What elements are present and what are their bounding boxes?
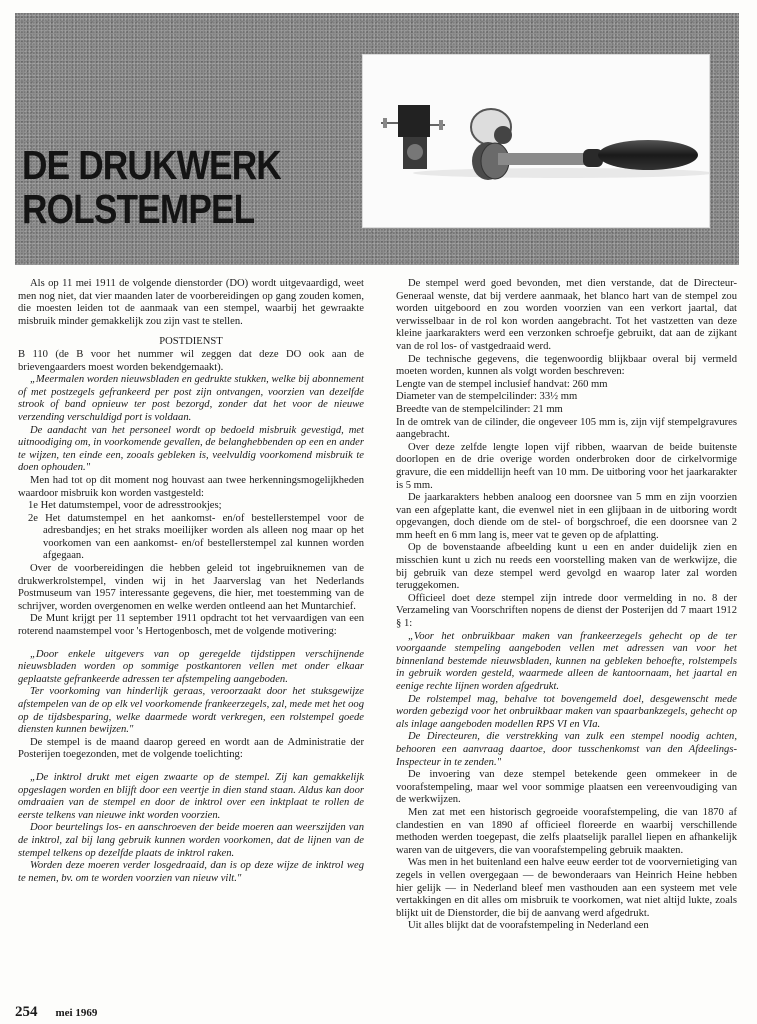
quoted-paragraph: De Directeuren, die verstrekking van zulk een stempel noodig achten, behooren een aanvraag daartoe, door tusschenkomst van den Afdeelings-Inspecteur in te zenden." <box>396 731 737 768</box>
paragraph: Lengte van de stempel inclusief handvat: 260 mm <box>396 378 608 390</box>
paragraph: B 110 (de B voor het nummer wil zeggen dat deze DO ook aan de brievengaarders moest worden bekendgemaakt). <box>18 348 364 373</box>
quoted-paragraph: Ter voorkoming van hinderlijk geraas, veroorzaakt door het stuksgewijze afstempelen van de op elk vel voorkomende frankeerzegels, zal, mede met het oog op de tijdsbesparing, welke daarmede wordt verkregen, een rolstempel goede diensten kunnen bewijzen." <box>18 686 364 736</box>
page-footer <box>15 1004 97 1021</box>
section-heading: POSTDIENST <box>159 336 223 348</box>
title-line-2: ROLSTEMPEL <box>22 186 255 232</box>
stamp-head-part <box>381 105 445 169</box>
page-number: 254 <box>15 1004 38 1020</box>
paragraph: In de omtrek van de cilinder, die ongeveer 105 mm is, zijn vijf stempelgravures aangebracht. <box>396 416 737 441</box>
paragraph: Over de voorbereidingen die hebben geleid tot ingebruiknemen van de drukwerkrolstempel, vinden wij in het Jaarverslag van het Nederlands Postmuseum van 1957 interessante gegevens, die hier, met toestemming van de schrijver, worden overgenomen en welke werden ontleend aan het Muntarchief. <box>18 563 364 612</box>
enumerated-list <box>18 500 364 563</box>
roller-stamp-illustration <box>363 55 709 227</box>
paragraph: Over deze zelfde lengte lopen vijf ribben, waarvan de beide buitenste doorlopen en de drie overige worden onderbroken door de cirkelvormige gravure, die een middellijn heeft van 10 mm. De uitboring voor het jaarkarakter is 5 mm. <box>396 441 737 491</box>
quoted-paragraph: Door beurtelings los- en aanschroeven der beide moeren aan weerszijden van de inktrol, zal bij lang gebruik kunnen worden voorkomen, dat de lijnen van de stempel telkens op dezelfde plaats de inktrol raken. <box>18 822 364 859</box>
shadow <box>413 168 709 178</box>
title-line-1: DE DRUKWERK <box>22 142 281 188</box>
paragraph: Diameter van de stempelcilinder: 33½ mm <box>396 391 578 403</box>
quoted-paragraph: „Meermalen worden nieuwsbladen en gedrukte stukken, welke bij abonnement of met postzegels gefrankeerd per post zijn ontvangen, voorzien van dezelfde strook of band opnieuw ter post bezorgd, zonder dat het voor de nieuwe verzending verschuldigd port is voldaan. <box>18 374 364 423</box>
paragraph: Was men in het buitenland een halve eeuw eerder tot de voorvernietiging van zegels in vellen overgegaan — de bewonderaars van Heinrich Heine hebben hier gelijk — in Nederland bleef men vasthouden aan een systeem met vele vertakkingen en dit alles om misbruik te voorkomen, wat niet altijd lukte, zoals blijkt uit de Dienstorder, die bij de aanvang werd afgedrukt. <box>396 857 737 919</box>
issue-date: mei 1969 <box>55 1007 98 1019</box>
quoted-paragraph: De rolstempel mag, behalve tot bovengemeld doel, desgewenscht mede worden gebezigd voor het onbruikbaar maken van spaarbankzegels, gehecht op als inlage aangeboden modellen RPS VI en VIa. <box>396 693 737 730</box>
list-item: 2e Het datumstempel en het aankomst- en/of bestellerstempel voor de adresbandjes; en het straks moeilijker worden als alleen nog maar op het voorkomen van een aankomst- en/of bestellerstempel zal kunnen worden afgegaan. <box>28 512 364 562</box>
left-column <box>18 278 364 885</box>
paragraph: Men zat met een historisch gegroeide voorafstempeling, die van 1870 af clandestien en van 1890 af officieel floreerde en waarbij verschillende methoden werden toegepast, die zelfs plaatselijk parallel liepen en afhankelijk waren van de uitgevers, die van voorafstempeling gebruik maakten. <box>396 806 737 856</box>
quoted-paragraph: „Door enkele uitgevers van op geregelde tijdstippen verschijnende nieuwsbladen worden op sommige postkantoren vellen met onder elkaar geplaatste gefrankeerde adressen ter afstempeling aangeboden. <box>18 648 364 685</box>
paragraph: Op de bovenstaande afbeelding kunt u een en ander duidelijk zien en misschien kunt u zich nu reeds een voorstelling maken van de werkwijze, die bij gebruik van deze stempel werd gevolgd en waarop later zal worden teruggekomen. <box>396 542 737 592</box>
article-title <box>22 143 297 231</box>
quoted-paragraph: „De inktrol drukt met eigen zwaarte op de stempel. Zij kan gemakkelijk opgeslagen worden en blijft door een veertje in dien stand staan. Aldus kan door omdraaien van de stempel en door de inktrol over een inktplaat te rollen de eerste telkens van nieuwe inkt worden voorzien. <box>18 771 364 821</box>
paragraph: Officieel doet deze stempel zijn intrede door vermelding in no. 8 der Verzameling van Voorschriften nopens de dienst der Posterijen dd 7 maart 1912 § 1: <box>396 592 737 630</box>
paragraph: De Munt krijgt per 11 september 1911 opdracht tot het vervaardigen van een roterend naamstempel voor 's Hertogenbosch, met de volgende motivering: <box>18 613 364 638</box>
paragraph: Breedte van de stempelcilinder: 21 mm <box>396 403 563 415</box>
paragraph: De jaarkarakters hebben analoog een doorsnee van 5 mm en zijn voorzien van een afgeplatte kant, die evenwel niet in een glijbaan in de uitboring wordt opgevangen, doch diende om de stel- of borgschroef, die een doorsnee van 2 mm heeft en 6 mm lang is, meer vat te geven op de afplatting. <box>396 492 737 541</box>
roller-stamp-photo <box>362 54 710 228</box>
right-column <box>396 278 737 933</box>
quoted-paragraph: „Voor het onbruikbaar maken van frankeerzegels gehecht op de ter voorgaande stempeling aangeboden vellen met adressen van voor het binnenland bestemde nieuwsbladen, kunnen na gebleken behoefte, rolstempels in gebruik worden gesteld, waarmede alleen de kantoornaam, het jaartal en eenige rechte lijnen worden afgedrukt. <box>396 630 737 692</box>
paragraph: Men had tot op dit moment nog houvast aan twee herkenningsmogelijkheden waardoor misbruik kon worden vastgesteld: <box>18 474 364 499</box>
quoted-paragraph: De aandacht van het personeel wordt op bedoeld misbruik gevestigd, met uitnoodiging om, in voorkomende gevallen, de belanghebbenden op een en ander te wijzen, ten einde een, zooals gebleken is, veelvuldig voorkomend misbruik te doen ophouden." <box>18 424 364 474</box>
list-item: 1e Het datumstempel, voor de adresstrookjes; <box>28 500 222 512</box>
paragraph: De technische gegevens, die tegenwoordig blijkbaar overal bij vermeld moeten worden, kunnen als volgt worden beschreven: <box>396 353 737 378</box>
paragraph: Als op 11 mei 1911 de volgende dienstorder (DO) wordt uitgevaardigd, weet men nog niet, dat vier maanden later de voorbereidingen op gang zouden komen, die moesten leiden tot de aanmaak van een stempel, waarbij het gewraakte misbruik minder gemakkelijk zou zijn vast te stellen. <box>18 278 364 327</box>
paragraph: De invoering van deze stempel betekende geen ommekeer in de voorafstempeling, maar wel voor sommige plaatsen een vereenvoudiging van de werkwijzen. <box>396 769 737 806</box>
quoted-paragraph: Worden deze moeren verder losgedraaid, dan is op deze wijze de inktrol weg te nemen, bv. om te worden voorzien van nieuw vilt." <box>18 860 364 884</box>
paragraph: Uit alles blijkt dat de voorafstempeling in Nederland een <box>408 920 649 932</box>
paragraph: De stempel is de maand daarop gereed en wordt aan de Administratie der Posterijen toegezonden, met de volgende toelichting: <box>18 736 364 761</box>
paragraph: De stempel werd goed bevonden, met dien verstande, dat de Directeur-Generaal wenste, dat bij verdere aanmaak, het blanco hart van de stempel zou worden uitgeboord en zou worden voorzien van een verkort jaartal, dat verwisselbaar in de rol kon worden aangebracht. Tot het vastzetten van deze kleine jaarkarakters werd een verzonken schroefje gebruikt, dat aan de zijkant van de rol los- of vastgedraaid werd. <box>396 278 737 352</box>
